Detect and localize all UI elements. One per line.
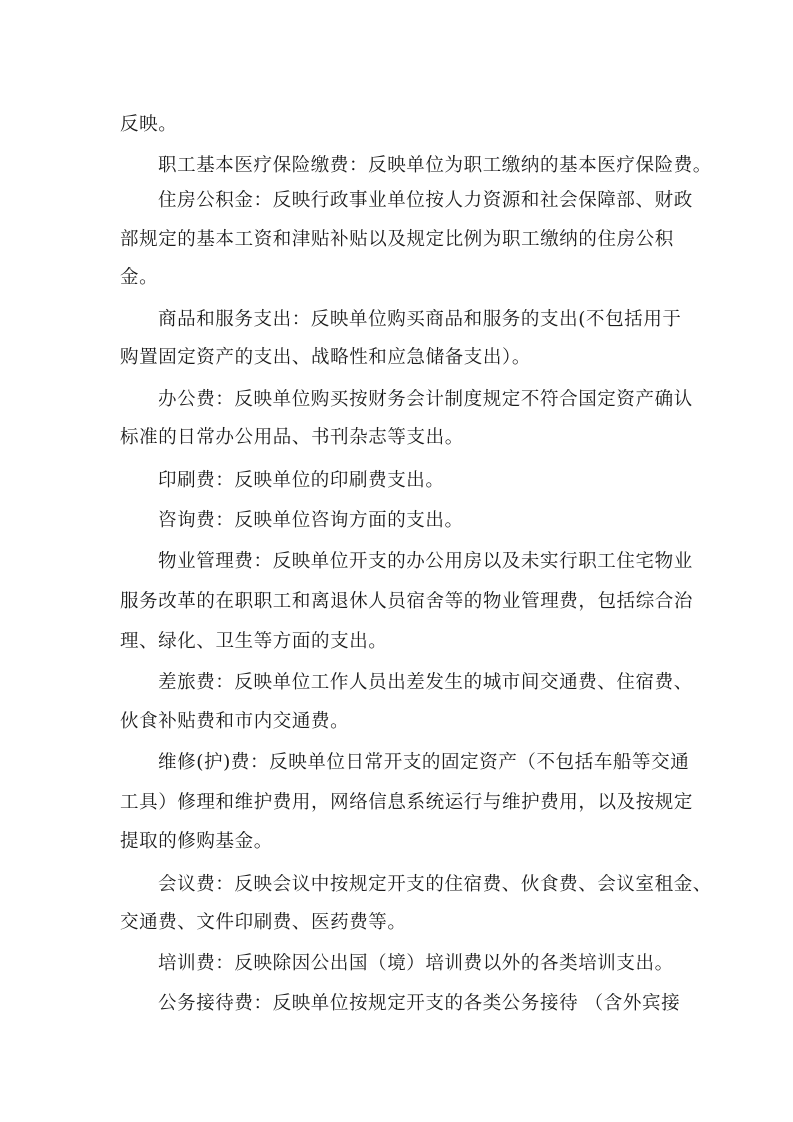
text-line-23: 公务接待费：反映单位按规定开支的各类公务接待 （含外宾接 [158, 993, 681, 1014]
text-line-15: 差旅费：反映单位工作人员出差发生的城市间交通费、住宿费、 [158, 672, 693, 693]
text-line-21: 交通费、文件印刷费、医药费等。 [120, 912, 407, 933]
text-line-11: 咨询费：反映单位咨询方面的支出。 [158, 510, 464, 531]
text-line-1: 反映。 [120, 114, 178, 135]
text-line-10: 印刷费：反映单位的印刷费支出。 [158, 470, 445, 491]
text-line-13: 服务改革的在职职工和离退休人员宿舍等的物业管理费，包括综合治 [120, 591, 694, 612]
text-line-19: 提取的修购基金。 [120, 831, 273, 852]
text-line-20: 会议费：反映会议中按规定开支的住宿费、伙食费、会议室租金、 [158, 874, 712, 895]
text-line-22: 培训费：反映除因公出国（境）培训费以外的各类培训支出。 [158, 953, 674, 974]
text-line-4: 部规定的基本工资和津贴补贴以及规定比例为职工缴纳的住房公积 [120, 229, 674, 250]
text-line-3: 住房公积金：反映行政事业单位按人力资源和社会保障部、财政 [158, 190, 693, 211]
text-line-17: 维修(护)费：反映单位日常开支的固定资产（不包括车船等交通 [158, 752, 690, 773]
text-line-8: 办公费：反映单位购买按财务会计制度规定不符合国定资产确认 [158, 389, 693, 410]
text-line-16: 伙食补贴费和市内交通费。 [120, 711, 350, 732]
text-line-2: 职工基本医疗保险缴费：反映单位为职工缴纳的基本医疗保险费。 [158, 155, 712, 176]
text-line-7: 购置固定资产的支出、战略性和应急储备支出）。 [120, 347, 531, 368]
text-line-12: 物业管理费：反映单位开支的办公用房以及未实行职工住宅物业 [158, 551, 693, 572]
text-line-9: 标准的日常办公用品、书刊杂志等支出。 [120, 427, 464, 448]
text-line-6: 商品和服务支出：反映单位购买商品和服务的支出(不包括用于 [158, 309, 682, 330]
text-line-5: 金。 [120, 267, 159, 288]
text-line-14: 理、绿化、卫生等方面的支出。 [120, 631, 388, 652]
text-line-18: 工具）修理和维护费用，网络信息系统运行与维护费用，以及按规定 [120, 792, 694, 813]
